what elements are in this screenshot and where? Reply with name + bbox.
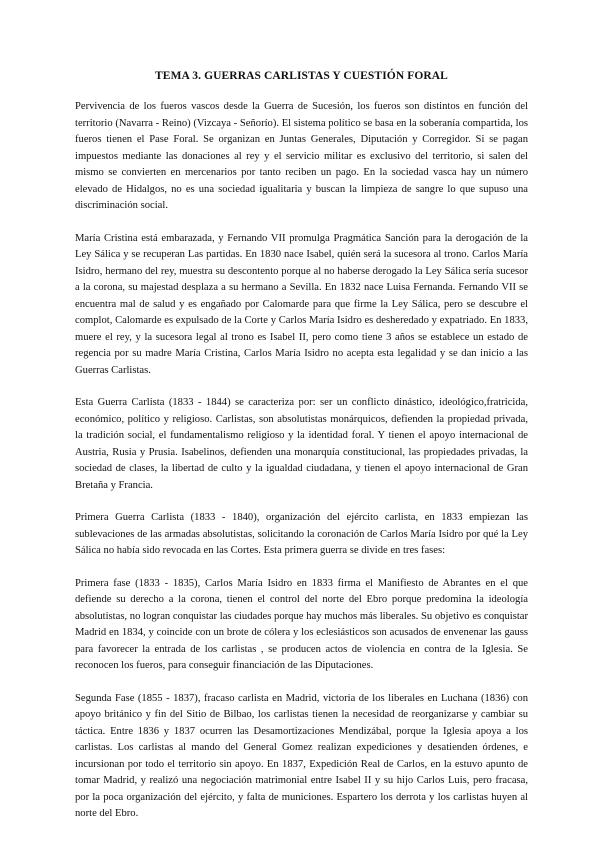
paragraph-maria-cristina: María Cristina está embarazada, y Fernando VII promulga Pragmática Sanción para la derogación de la Ley Sálica y se recuperan Las partidas. En 1830 nace Isabel, quién será la sucesora al trono. Carlos María Isidro, hermano del rey, muestra su descontento porque al no haberse derogado la Ley Sálica sería sucesor a la corona, su majestad desplaza a su hermano a Sevilla. En 1832 nace Luisa Fernanda. Fernando VII se encuentra mal de salud y es engañado por Calomarde para que firme la Ley Sálica, pero se descubre el complot, Calomarde es expulsado de la Corte y Carlos María Isidro es desheredado y expatriado. En 1833, muere el rey, y la sucesora legal al trono es Isabel II, pero como tiene 3 años se establece un estado de regencia por su madre María Cristina, Carlos María Isidro no acepta esta legalidad y se dan inicio a las Guerras Carlistas.: [75, 232, 528, 376]
paragraph-fueros: Pervivencia de los fueros vascos desde la Guerra de Sucesión, los fueros son distintos en función del territorio (Navarra - Reino) (Vizcaya - Señorío). El sistema político se basa en la soberanía compartida, los fueros tienen el Pase Foral. Se organizan en Juntas Generales, Diputación y Corregidor. Si se pagan impuestos mediante las donaciones al rey y el servicio militar es exclusivo del territorio, si salen del mismo se convierten en mercenarios por tanto reciben un pago. En la sociedad vasca hay un número elevado de Hidalgos, no es una sociedad igualitaria y buscan la limpieza de sangre lo que supuso una discriminación social.: [75, 101, 528, 211]
paragraph-primera-fase: Primera fase (1833 - 1835), Carlos María Isidro en 1833 firma el Manifiesto de Abrantes en el que defiende su derecho a la corona, tienen el control del norte del Ebro porque predomina la ideología absolutistas, no logran conquistar las ciudades porque hay muchos más liberales. Su objetivo es conquistar Madrid en 1834, y coincide con un brote de cólera y los eclesiásticos son acusados de envenenar las gauss para favorecer la entrada de los carlistas , se producen actos de violencia en contra de la Iglesia. Se reconocen los fueros, para conseguir financiación de las Diputaciones.: [75, 577, 528, 671]
document-title: TEMA 3. GUERRAS CARLISTAS Y CUESTIÓN FORAL: [155, 70, 448, 82]
paragraph-primera-guerra: Primera Guerra Carlista (1833 - 1840), organización del ejército carlista, en 1833 empiezan las sublevaciones de las armadas absolutistas, solicitando la coronación de Carlos María Isidro por qué la Ley Sálica no había sido revocada en las Cortes. Esta primera guerra se divide en tres fases:: [75, 512, 528, 556]
paragraph-guerra-carlista: Esta Guerra Carlista (1833 - 1844) se caracteriza por: ser un conflicto dinástico, ideológico,fratricida, económico, político y religioso. Carlistas, son absolutistas monárquicos, defienden la propiedad privada, la tradición social, el fundamentalismo religioso y la identidad foral. Y tienen el apoyo internacional de Austria, Rusia y Prusia. Isabelinos, defienden una monarquía constitucional, las propiedades privadas, la sociedad de clases, la libertad de culto y la igualdad ciudadana, y tienen el apoyo internacional de Gran Bretaña y Francia.: [75, 397, 528, 491]
paragraph-segunda-fase: Segunda Fase (1855 - 1837), fracaso carlista en Madrid, victoria de los liberales en Luchana (1836) con apoyo británico y fin del Sitio de Bilbao, los carlistas tienen la necesidad de reorganizarse y cambiar su táctica. Entre 1836 y 1837 ocurren las Desamortizaciones Mendizábal, porque la Iglesia apoya a los carlistas. Los carlistas al mando del General Gomez realizan expediciones y desatienden órdenes, e incursionan por todo el territorio sin apoyo. En 1837, Expedición Real de Carlos, en la estuvo apunto de tomar Madrid, y realizó una negociación matrimonial entre Isabel II y su hijo Carlos Luis, pero fracasa, por la poca organización del ejército, y falta de municiones. Espartero los derrota y los carlistas huyen al norte del Ebro.: [75, 692, 528, 819]
